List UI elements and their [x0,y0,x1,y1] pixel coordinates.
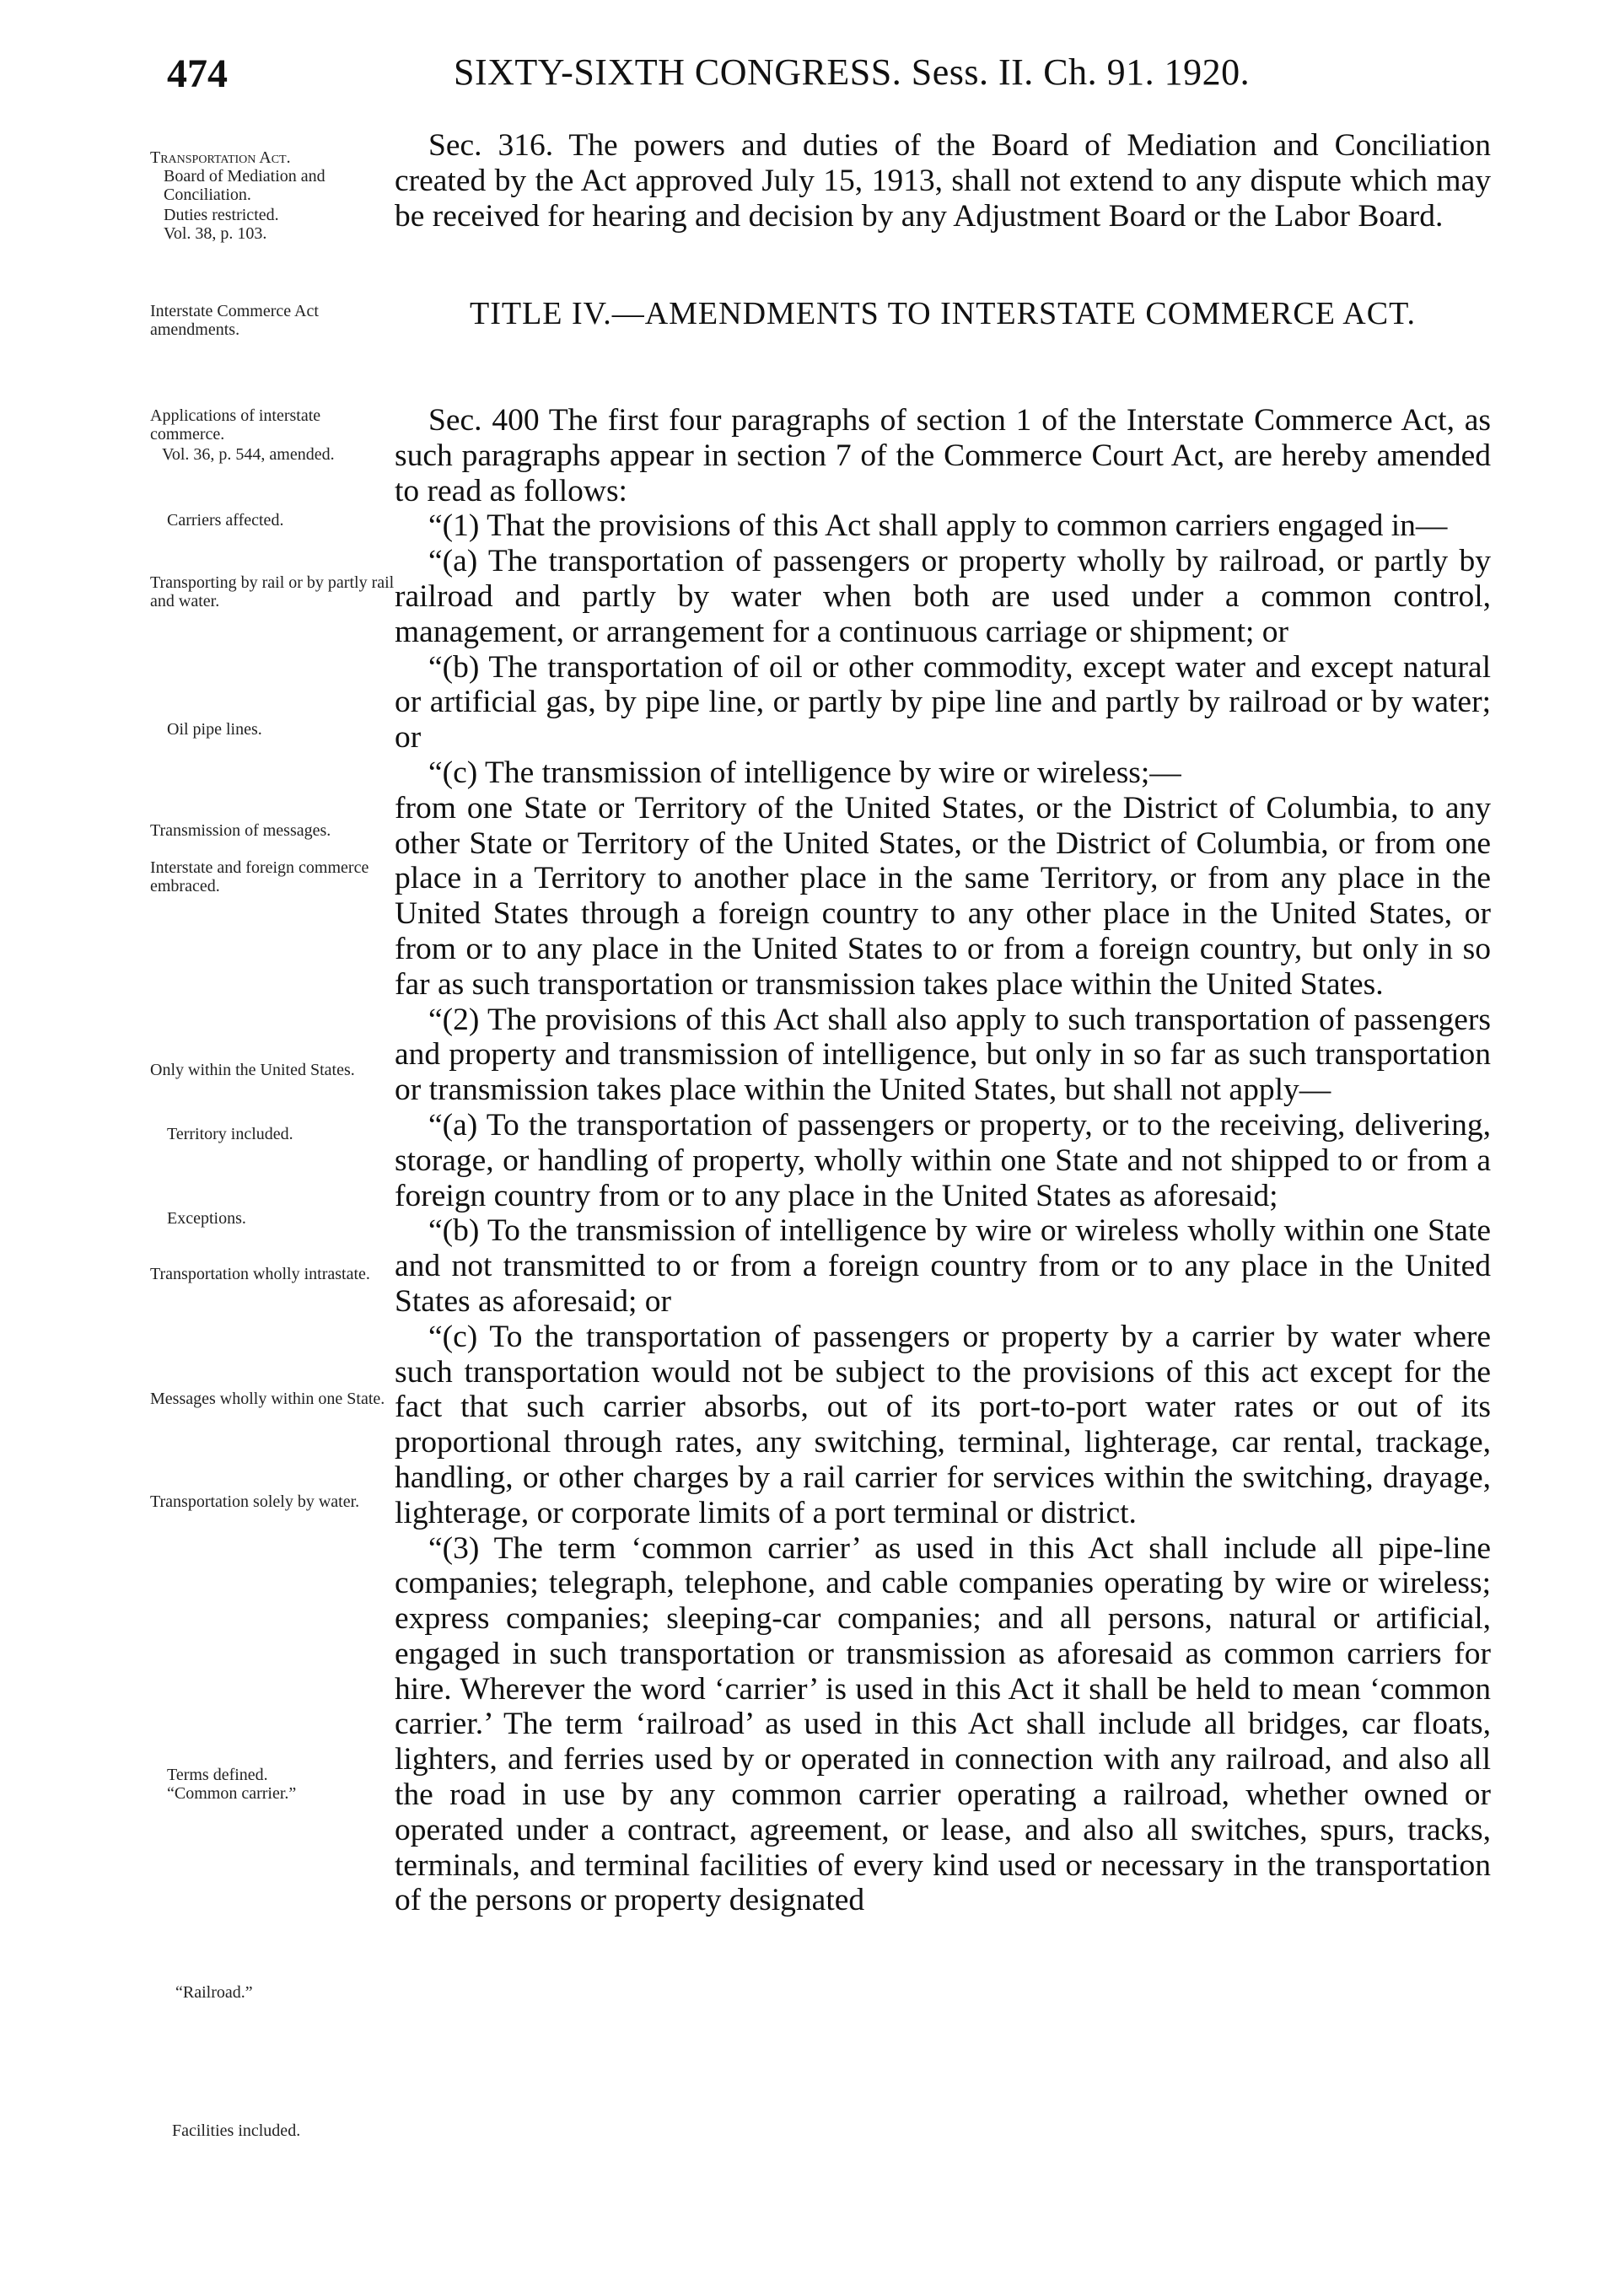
margin-note: Carriers affected. [167,511,284,530]
para-1: “(1) That the provisions of this Act shall apply to common carriers engaged in— [428,508,1448,544]
margin-note: Terms defined. [167,1766,268,1784]
margin-note: Exceptions. [167,1209,246,1228]
page-header [167,51,1466,105]
para-1c: “(c) The transmission of intelligence by wire or wireless;— [428,755,1181,790]
margin-note: “Common carrier.” [167,1784,297,1803]
margin-note: “Railroad.” [175,1983,253,2002]
margin-note: Facilities included. [172,2121,301,2140]
sec-316-block [395,128,1491,234]
para-2: “(2) The provisions of this Act shall also apply to such transportation of passengers and property and transmission of intelligence, but only in so far as such transportation or transmission takes place within the United States, but shall not apply— [395,1002,1491,1108]
margin-note: Only within the United States. [150,1061,355,1079]
title-iv-heading: TITLE IV.—AMENDMENTS TO INTERSTATE COMMERCE ACT. [470,296,1416,331]
title-iv-block [395,295,1491,332]
margin-note: Interstate and foreign commerce embraced. [150,858,369,895]
margin-note: Territory included. [167,1125,293,1143]
margin-note: Messages wholly within one State. [150,1390,385,1408]
page-number: 474 [167,51,228,96]
running-head: SIXTY-SIXTH CONGRESS. Sess. II. Ch. 91. 1920. [454,51,1251,93]
margin-note: Interstate Commerce Act amendments. [150,302,319,339]
para-2b: “(b) To the transmission of intelligence by wire or wireless wholly within one State and not transmitted to or from a foreign country from or to any place in the United States as aforesaid; or [395,1213,1491,1319]
sec-400-block [395,403,1491,1918]
para-2a: “(a) To the transportation of passengers or property, or to the receiving, delivering, storage, or handling of property, wholly within one State and not shipped to or from a foreign country from or to any place in the United States as aforesaid; [395,1107,1491,1213]
margin-note: Applications of interstate commerce. [150,406,321,444]
margin-note: Transportation Act. [150,148,291,167]
para-1a: “(a) The transportation of passengers or property wholly by railroad, or partly by railroad and partly by water when both are used under a common control, management, or arrangement for a continuous carriage or shipment; or [395,544,1491,649]
margin-note: Transmission of messages. [150,821,331,840]
para-2c: “(c) To the transportation of passengers or property by a carrier by water where such transportation would not be subject to the provisions of this act except for the fact that such carrier absorbs, out of its port-to-port water rates or out of its proportional through rates, any switching, terminal, lighterage, car rental, trackage, handling, or other charges by a rail carrier for services within the switching, drayage, lighterage, or corporate limits of a port terminal or district. [395,1319,1491,1530]
margin-note: Board of Mediation and Conciliation. [164,167,325,204]
margin-note: Transportation solely by water. [150,1492,360,1511]
sec-316: Sec. 316. The powers and duties of the Board of Mediation and Conciliation created by the Act approved July 15, 1913, shall not extend to any dispute which may be received for hearing and decision by any Adjustment Board or the Labor Board. [395,128,1491,234]
margin-note: Transportation wholly intrastate. [150,1265,370,1283]
sec-400: Sec. 400 The first four paragraphs of section 1 of the Interstate Commerce Act, as such paragraphs appear in section 7 of the Commerce Court Act, are hereby amended to read as follows: [395,403,1491,508]
para-1b: “(b) The transportation of oil or other commodity, except water and except natural or artificial gas, by pipe line, or partly by pipe line and partly by railroad or by water; or [395,649,1491,755]
margin-note: Vol. 36, p. 544, amended. [162,445,335,464]
para-3: “(3) The term ‘common carrier’ as used in this Act shall include all pipe-line companies; telegraph, telephone, and cable companies operating by wire or wireless; express companies; sleeping-car companies; and all persons, natural or artificial, engaged in such transportation or transmission as aforesaid as common carriers for hire. Wherever the word ‘carrier’ is used in this Act it shall be held to mean ‘common carrier.’ The term ‘railroad’ as used in this Act shall include all bridges, car floats, lighters, and ferries used by or operated in connection with any railroad, and also all the road in use by any common carrier operating a railroad, whether owned or operated under a contract, agreement, or lease, and also all switches, spurs, tracks, terminals, and terminal facilities of every kind used or necessary in the transportation of the persons or property designated [395,1530,1491,1918]
margin-note: Vol. 38, p. 103. [164,224,267,243]
para-1c-continued: from one State or Territory of the United States, or the District of Columbia, to any other State or Territory of the United States, or the District of Columbia, or from one place in a Territory to another place in the same Territory, or from any place in the United States through a foreign country to any other place in the United States, or from or to any place in the United States to or from a foreign country, but only in so far as such transportation or transmission takes place within the United States. [395,790,1491,1002]
margin-note: Transporting by rail or by partly rail and water. [150,573,395,610]
margin-note: Duties restricted. [164,206,279,224]
margin-note: Oil pipe lines. [167,720,262,739]
